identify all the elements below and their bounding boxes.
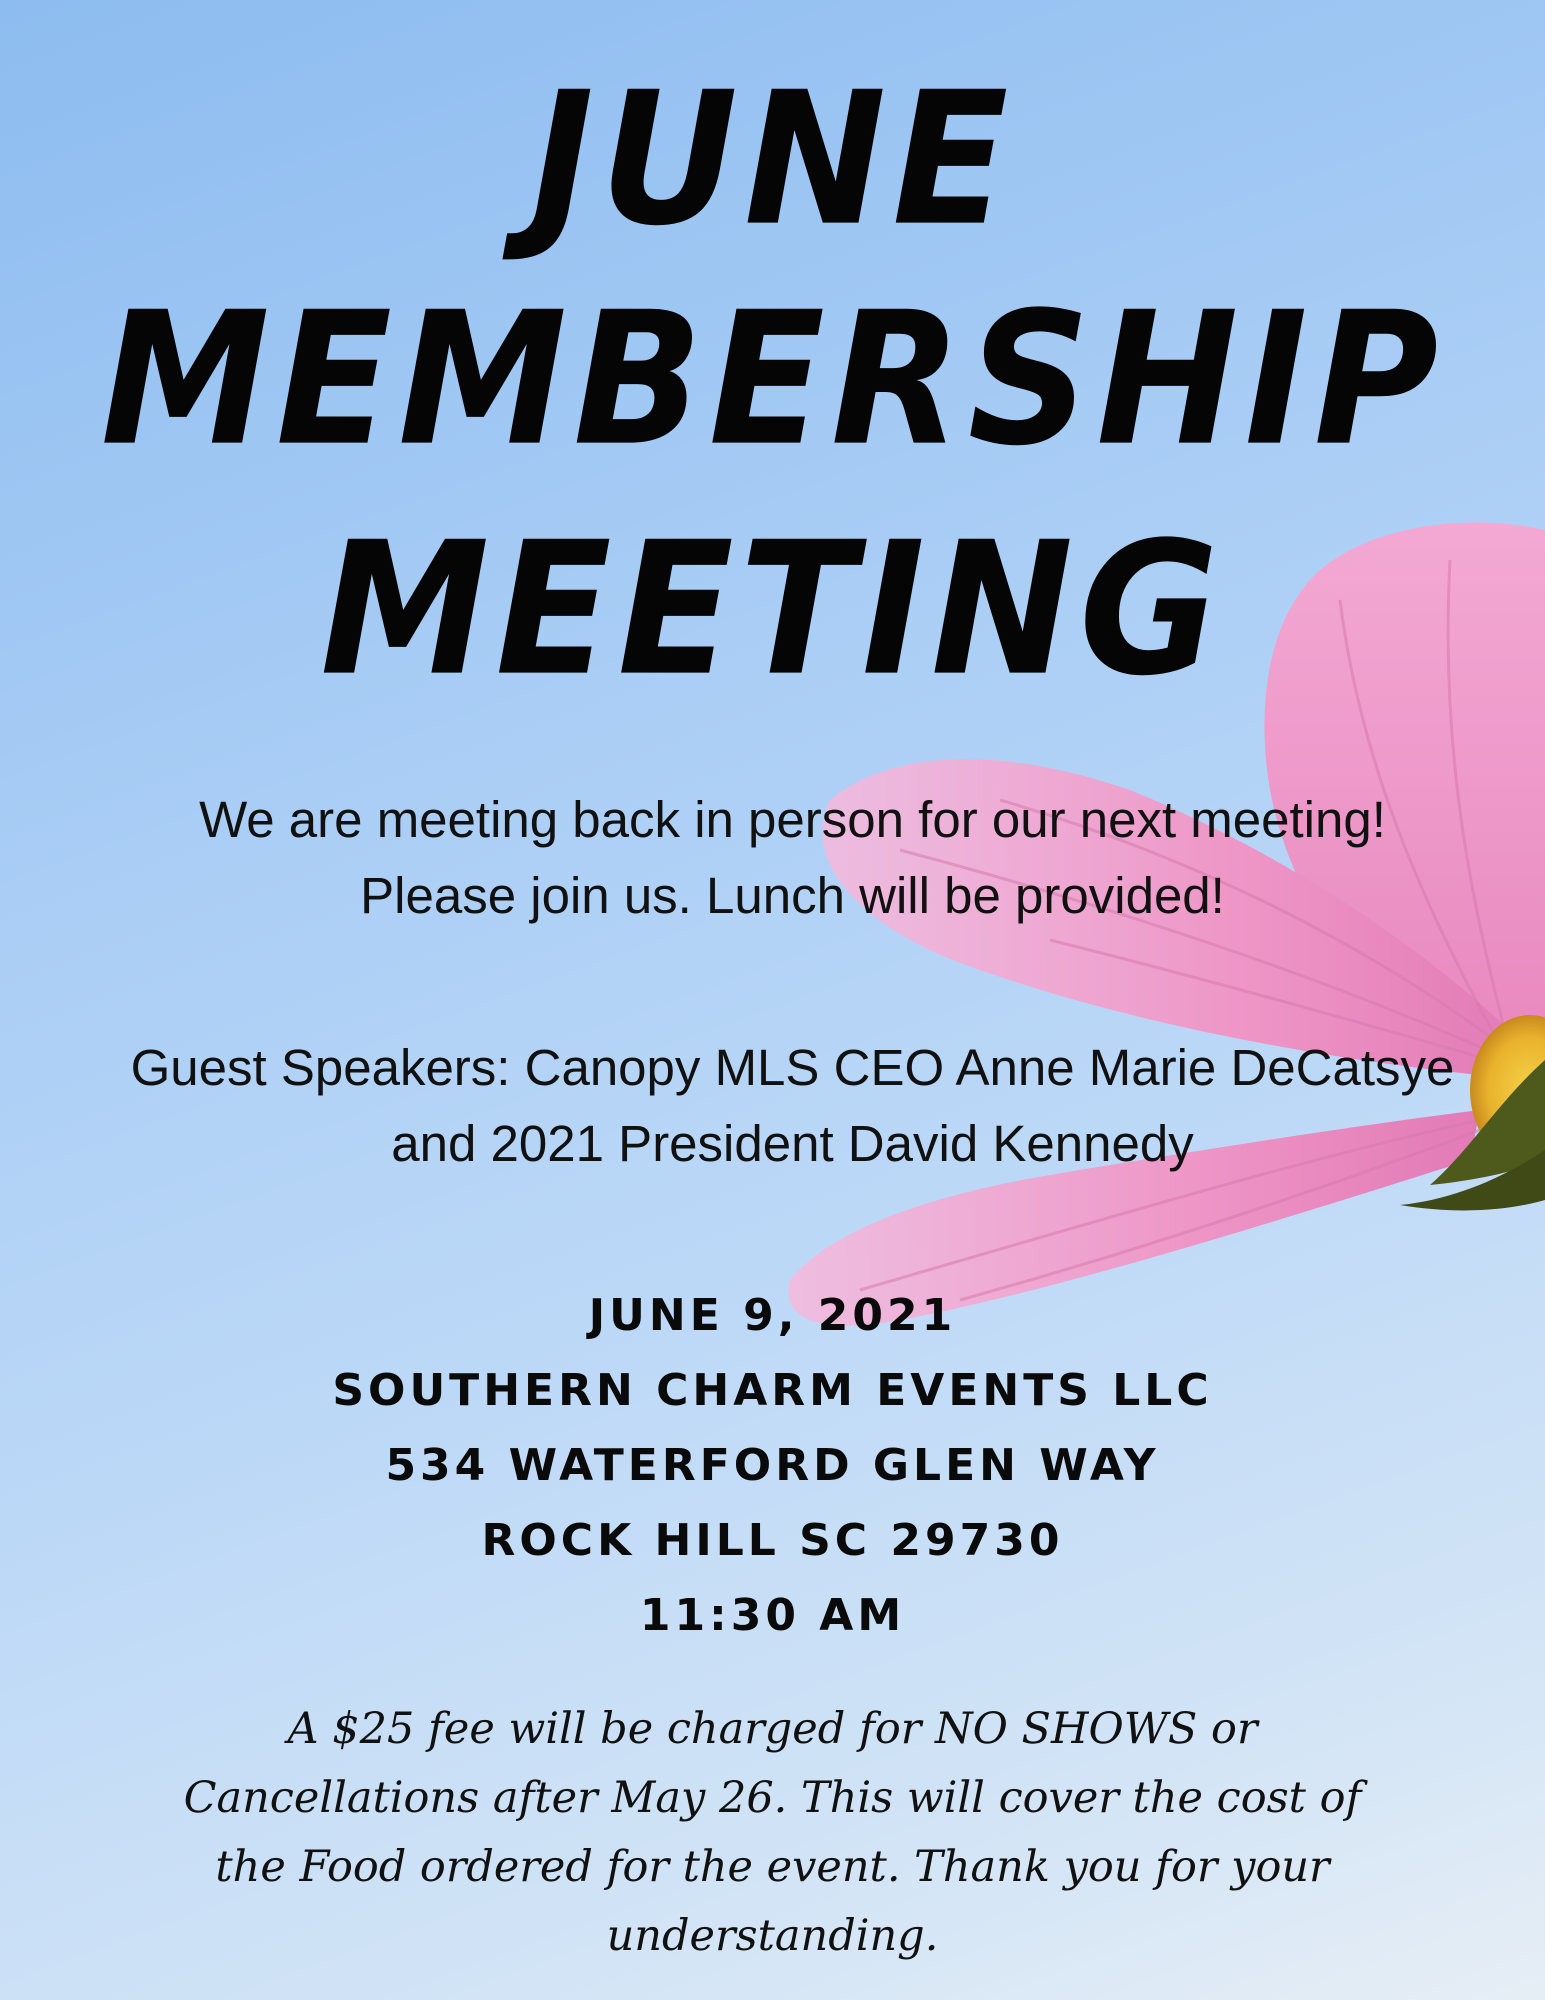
event-details <box>0 1278 1545 1653</box>
event-time: 11:30 AM <box>639 1590 906 1641</box>
cancellation-notice: A $25 fee will be charged for NO SHOWS or Cancellations after May 26. This will cover the cost of the Food ordered for the event. Thank you for your understanding. <box>183 1704 1362 1961</box>
event-date: JUNE 9, 2021 <box>588 1290 957 1341</box>
event-venue: SOUTHERN CHARM EVENTS LLC <box>332 1365 1213 1416</box>
intro-text: We are meeting back in person for our next meeting! Please join us. Lunch will be provided! <box>199 791 1386 924</box>
title-line-1: JUNE <box>530 53 1015 267</box>
title-line-2: MEMBERSHIP <box>100 273 1445 487</box>
guest-speakers-text: Guest Speakers: Canopy MLS CEO Anne Marie DeCatsye and 2021 President David Kennedy <box>130 1039 1455 1172</box>
event-street: 534 WATERFORD GLEN WAY <box>385 1440 1160 1491</box>
event-city: ROCK HILL SC 29730 <box>481 1515 1064 1566</box>
title-line-3: MEETING <box>320 503 1225 717</box>
